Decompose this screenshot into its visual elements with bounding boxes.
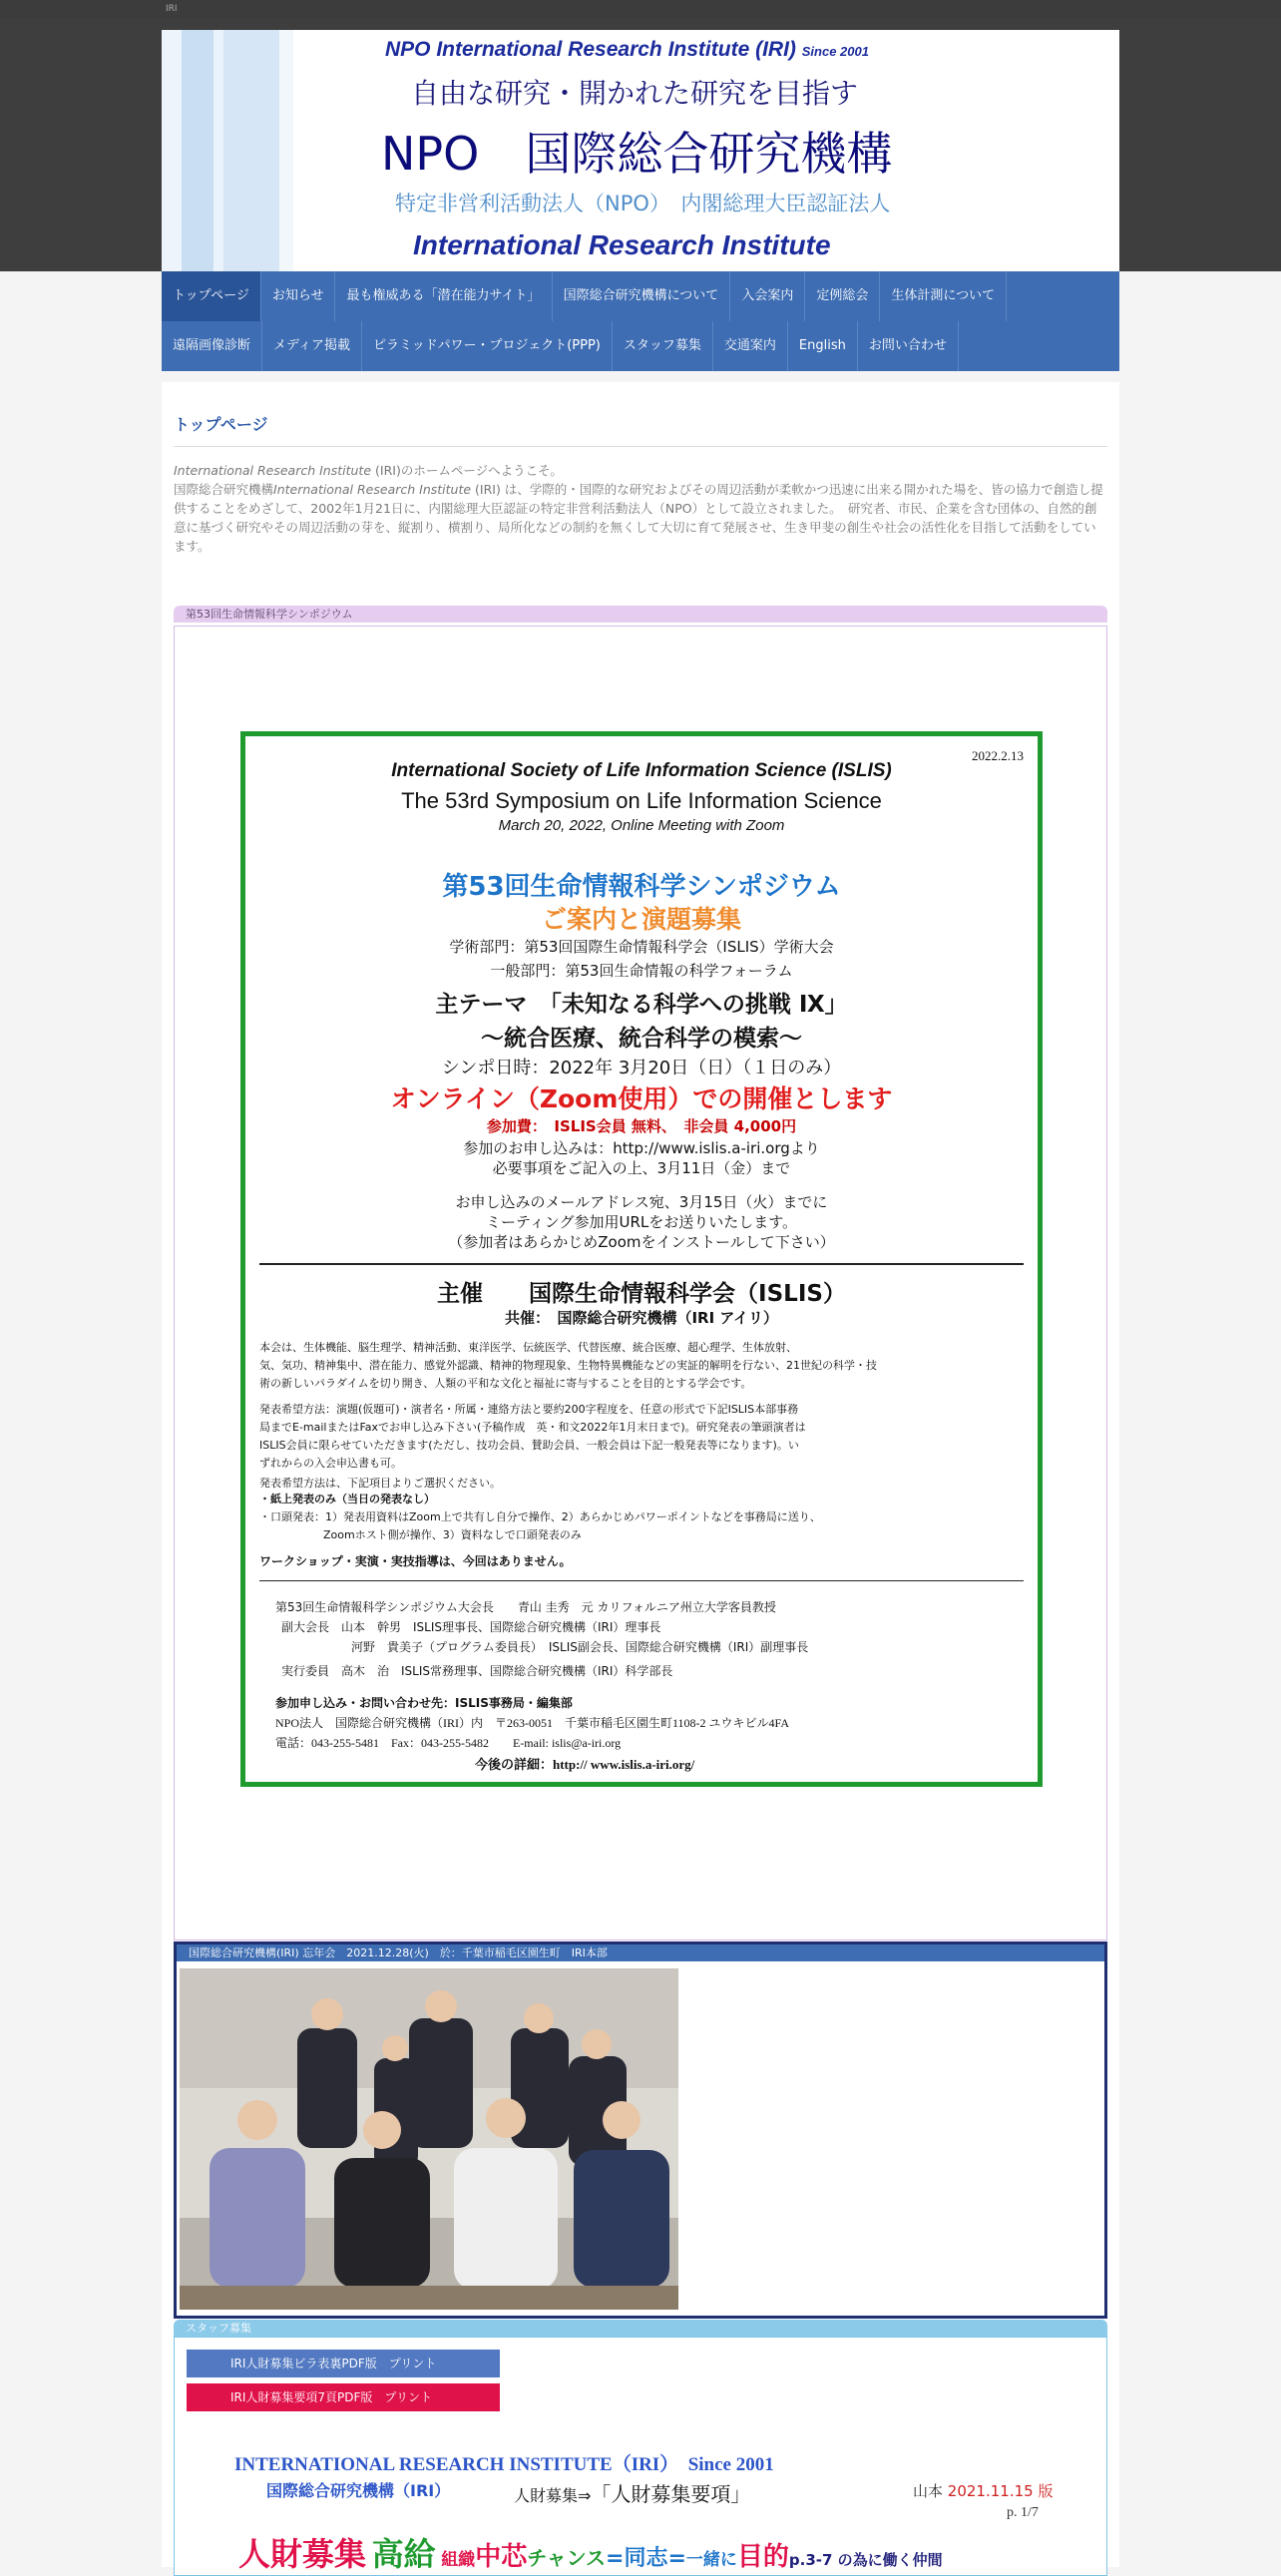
nav-item-staff-recruit[interactable]: スタッフ募集 <box>613 321 713 371</box>
flyer-vice: 副大会長 山本 幹男 ISLIS理事長、国際総合研究機構（IRI）理事長 <box>281 1620 661 1634</box>
flyer-online-notice: オンライン（Zoom使用）での開催とします <box>390 1084 893 1113</box>
nav-item-pyramid-project[interactable]: ピラミッドパワー・プロジェクト(PPP) <box>362 321 613 371</box>
flyer-date: 2022.2.13 <box>972 748 1024 763</box>
banner-stripe <box>223 30 279 271</box>
banner-stripe <box>214 30 223 271</box>
flyer-notice3: （参加者はあらかじめZoomをインストールして下さい） <box>448 1233 835 1251</box>
flyer-contact-url[interactable]: 今後の詳細：http:// www.islis.a-iri.org/ <box>475 1757 695 1772</box>
nav-item-general-meeting[interactable]: 定例総会 <box>805 271 880 321</box>
nav-item-top[interactable]: トップページ <box>162 271 261 321</box>
nav-item-membership[interactable]: 入会案内 <box>730 271 805 321</box>
flyer-general: 一般部門：第53回生命情報の科学フォーラム <box>490 962 793 980</box>
nav-row-2 <box>162 321 959 371</box>
flyer-divider <box>259 1263 1024 1265</box>
flyer-apply1[interactable]: 参加のお申し込みは：http://www.islis.a-iri.orgより <box>463 1139 820 1157</box>
intro-text: International Research Institute (IRI)のホームページへようこそ。 国際総合研究機構International Research Institute (IRI) は、学際的・国際的な研究およびその周辺活動が柔軟かつ迅速に出来る開かれた場を、皆の協力で創造し提供することをめざして、2002年1月21日に、内閣総理大臣認証の特定非営利活動法人（NPO）として設立されました。 研究者、市民、企業を含む団体の、自然的創意に基づく研究やその周辺活動の芽を、縦割り、横割り、局所化などの制約を無くして大切に育て発展させ、生き甲斐の創生や社会の活性化を目指して活動をしています。 <box>174 463 1103 554</box>
flyer-workshop: ワークショップ・実演・実技指導は、今回はありません。 <box>259 1554 572 1568</box>
nav-item-potential-site[interactable]: 最も権威ある「潜在能力サイト」 <box>335 271 552 321</box>
nav-item-remote-diagnosis[interactable]: 遠隔画像診断 <box>162 321 262 371</box>
page-title: トップページ <box>174 415 268 434</box>
flyer-contact-head: 参加申し込み・お問い合わせ先：ISLIS事務局・編集部 <box>275 1696 573 1710</box>
flyer-divider <box>259 1580 1024 1581</box>
header-slogan: 自由な研究・開かれた研究を目指す <box>411 77 859 110</box>
flyer-title-en: The 53rd Symposium on Life Information Science <box>401 788 882 813</box>
flyer-body: 発表希望方法：演題(仮題可)・演者名・所属・連絡方法と要約200字程度を、任意の形式で下記ISLIS本部事務 <box>259 1403 799 1416</box>
flyer-notice2: ミーティング参加用URLをお送りいたします。 <box>485 1213 798 1231</box>
nav-item-biometrics[interactable]: 生体計測について <box>880 271 1007 321</box>
browser-topbar <box>0 0 1281 18</box>
flyer-chair: 第53回生命情報科学シンポジウム大会長 青山 圭秀 元 カリフォルニア州立大学客員教授 <box>275 1600 776 1614</box>
flyer-body: ずれからの入会申込書も可。 <box>259 1457 402 1470</box>
flyer-theme-sub: ～統合医療、統合科学の模索～ <box>481 1026 802 1052</box>
event-caption: 国際総合研究機構(IRI) 忘年会 2021.12.28(火) 於：千葉市稲毛区園生町 IRI本部 <box>177 1944 1104 1961</box>
flyer-pdf-print-button[interactable]: IRI人財募集ビラ表裏PDF版 プリント <box>187 2350 500 2377</box>
recruit-doc-en: INTERNATIONAL RESEARCH INSTITUTE（IRI） Since 2001 <box>234 2454 774 2475</box>
group-photo[interactable] <box>180 1968 678 2310</box>
banner-stripe <box>279 30 293 271</box>
flyer-body: ・口頭発表：1）発表用資料はZoom上で共有し自分で操作、2）あらかじめパワーポイントなどを事務局に送り、 <box>259 1510 821 1523</box>
recruit-slogan: 人財募集 高給 組織中芯チャンス=同志=一緒に目的p.3-7 の為に働く仲間 <box>238 2535 943 2573</box>
flyer-contact-addr: NPO法人 国際総合研究機構（IRI）内 〒263-0051 千葉市稲毛区園生町1108-2 ユウキビル4FA <box>275 1716 790 1730</box>
nav-item-about[interactable]: 国際総合研究機構について <box>553 271 731 321</box>
flyer-body: 局までE-mailまたはFaxでお申し込み下さい(予稿作成 英・和文2022年1月末日まで)。研究発表の筆頭演者は <box>259 1421 806 1434</box>
flyer-exec: 実行委員 高木 治 ISLIS常務理事、国際総合研究機構（IRI）科学部長 <box>281 1664 673 1678</box>
guide-pdf-print-button[interactable]: IRI人財募集要項7頁PDF版 プリント <box>187 2383 500 2411</box>
flyer-apply2: 必要事項をご記入の上、3月11日（金）まで <box>492 1159 791 1177</box>
flyer-contact-tel: 電話：043-255-5481 Fax：043-255-5482 E-mail: islis@a-iri.org <box>275 1736 622 1750</box>
flyer-body: ISLIS会員に限らせていただきます(ただし、技功会員、賛助会員、一般会員は下記一般発表等になります)。い <box>259 1439 799 1452</box>
nav-item-access[interactable]: 交通案内 <box>713 321 788 371</box>
main-content <box>162 382 1119 2573</box>
flyer-title-ja: 第53回生命情報科学シンポジウム <box>442 872 841 902</box>
symposium-section-header: 第53回生命情報科学シンポジウム <box>174 606 1107 623</box>
flyer-schedule: シンポ日時：2022年 3月20日（日）（１日のみ） <box>441 1058 842 1078</box>
flyer-body: ・紙上発表のみ（当日の発表なし） <box>259 1493 435 1505</box>
event-panel <box>174 1941 1107 2319</box>
flyer-notice1: お申し込みのメールアドレス宛、3月15日（火）までに <box>455 1193 828 1211</box>
site-header-banner[interactable] <box>162 30 1119 271</box>
flyer-body: 本会は、生体機能、脳生理学、精神活動、東洋医学、伝統医学、代替医療、統合医療、超心理学、生体放射、 <box>259 1341 797 1354</box>
flyer-organizer: 主催 国際生命情報科学会（ISLIS） <box>437 1281 846 1307</box>
nav-item-news[interactable]: お知らせ <box>261 271 336 321</box>
flyer-co-organizer: 共催： 国際総合研究機構（IRI アイリ） <box>504 1309 779 1327</box>
symposium-flyer[interactable] <box>240 731 1043 1787</box>
recruit-doc-version: 山本 2021.11.15 版 <box>913 2482 1054 2500</box>
header-en-title: NPO International Research Institute (IRI) Since 2001 <box>385 38 869 61</box>
flyer-fee: 参加費： ISLIS会員 無料、 非会員 4,000円 <box>486 1117 797 1135</box>
recruit-doc-title: 人財募集⇒「人財募集要項」 <box>514 2482 751 2506</box>
flyer-subtitle-en: March 20, 2022, Online Meeting with Zoom <box>498 817 785 834</box>
flyer-vice: 河野 貴美子（プログラム委員長） ISLIS副会長、国際総合研究機構（IRI）副理事長 <box>351 1640 809 1654</box>
nav-item-media[interactable]: メディア掲載 <box>262 321 362 371</box>
flyer-body: 気、気功、精神集中、潜在能力、感覚外認識、精神的物理現象、生物特異機能などの実証的解明を行ない、21世紀の科学・技 <box>259 1359 877 1372</box>
nav-item-english[interactable]: English <box>788 321 858 371</box>
header-subtitle: 特定非営利活動法人（NPO） 内閣総理大臣認証法人 <box>395 192 891 215</box>
main-nav <box>162 271 1119 371</box>
divider <box>174 446 1107 447</box>
banner-stripe <box>182 30 214 271</box>
recruit-doc-ja: 国際総合研究機構（IRI） <box>266 2481 451 2500</box>
flyer-theme: 主テーマ 「未知なる科学への挑戦 Ⅸ」 <box>435 992 848 1018</box>
recruit-doc-page: p. 1/7 <box>1007 2505 1039 2520</box>
flyer-body: 発表希望方法は、下記項目よりご選択ください。 <box>259 1477 501 1490</box>
flyer-call: ご案内と演題募集 <box>541 905 741 934</box>
banner-stripe <box>162 30 182 271</box>
nav-row-1 <box>162 271 1007 321</box>
staff-section-header: スタッフ募集 <box>174 2320 1107 2337</box>
header-en-name: International Research Institute <box>413 229 831 260</box>
header-title: NPO 国際総合研究機構 <box>381 127 893 181</box>
flyer-body: 術の新しいパラダイムを切り開き、人類の平和な文化と福祉に寄与することを目的とする学会です。 <box>259 1377 752 1390</box>
tab-label: IRI <box>166 4 178 14</box>
flyer-body: Zoomホスト側が操作、3）資料なしで口頭発表のみ <box>323 1528 582 1541</box>
staff-panel <box>174 2337 1107 2576</box>
nav-item-contact[interactable]: お問い合わせ <box>858 321 959 371</box>
flyer-society-en: International Society of Life Information Science (ISLIS) <box>391 760 892 781</box>
flyer-academic: 学術部門：第53回国際生命情報科学会（ISLIS）学術大会 <box>449 938 834 956</box>
symposium-panel <box>174 626 1107 1940</box>
